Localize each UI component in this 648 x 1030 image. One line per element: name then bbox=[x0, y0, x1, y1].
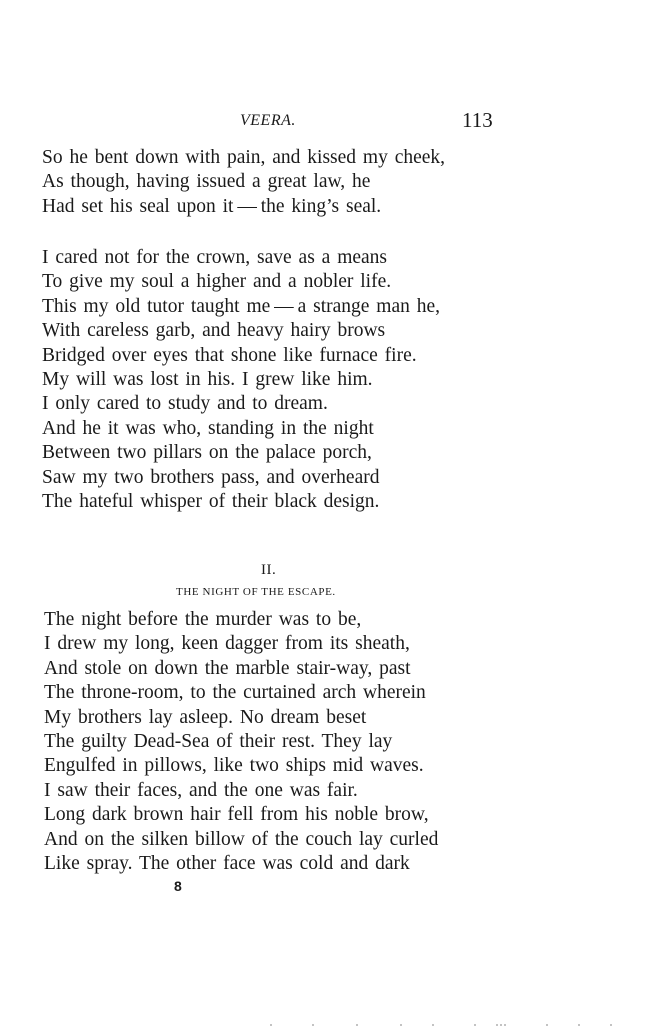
stanza-1 bbox=[42, 146, 445, 219]
verse-line: Engulfed in pillows, like two ships mid waves. bbox=[44, 755, 424, 777]
verse-line: Bridged over eyes that shone like furnace fire. bbox=[42, 344, 417, 366]
verse-line: Long dark brown hair fell from his noble brow, bbox=[44, 804, 429, 826]
verse-line: So he bent down with pain, and kissed my cheek, bbox=[42, 147, 446, 168]
verse-line: I cared not for the crown, save as a means bbox=[42, 247, 388, 268]
page-number: 113 bbox=[462, 108, 493, 132]
verse-line: My brothers lay asleep. No dream beset bbox=[44, 706, 367, 728]
verse-line: I drew my long, keen dagger from its sheath, bbox=[44, 633, 410, 655]
verse-line: The night before the murder was to be, bbox=[44, 609, 362, 630]
scan-noise bbox=[260, 1022, 640, 1028]
verse-line: The throne-room, to the curtained arch wherein bbox=[44, 682, 426, 704]
verse-line: The hateful whisper of their black design. bbox=[42, 490, 380, 512]
stanza-2 bbox=[42, 246, 440, 514]
verse-line: With careless garb, and heavy hairy brows bbox=[42, 320, 386, 342]
stanza-3 bbox=[44, 608, 438, 876]
running-title: VEERA. bbox=[240, 112, 296, 129]
verse-line: As though, having issued a great law, he bbox=[42, 171, 371, 193]
verse-line: The guilty Dead-Sea of their rest. They lay bbox=[44, 730, 393, 752]
verse-line: Between two pillars on the palace porch, bbox=[42, 442, 372, 464]
verse-line: Like spray. The other face was cold and dark bbox=[44, 852, 410, 874]
running-head bbox=[0, 108, 648, 136]
verse-line: And stole on down the marble stair-way, past bbox=[44, 657, 411, 679]
verse-line: My will was lost in his. I grew like him. bbox=[42, 368, 373, 390]
verse-line: I saw their faces, and the one was fair. bbox=[44, 779, 358, 801]
verse-line: And on the silken billow of the couch lay curled bbox=[44, 828, 439, 850]
verse-line: This my old tutor taught me — a strange man he, bbox=[42, 295, 441, 317]
verse-line: And he it was who, standing in the night bbox=[42, 417, 374, 439]
signature-mark: 8 bbox=[174, 878, 182, 894]
verse-line: Saw my two brothers pass, and overheard bbox=[42, 466, 380, 488]
verse-line: To give my soul a higher and a nobler life. bbox=[42, 271, 392, 293]
section-title: THE NIGHT OF THE ESCAPE. bbox=[176, 586, 336, 598]
section-number: II. bbox=[261, 562, 277, 578]
verse-line: Had set his seal upon it — the king’s seal. bbox=[42, 195, 382, 217]
verse-line: I only cared to study and to dream. bbox=[42, 393, 328, 415]
